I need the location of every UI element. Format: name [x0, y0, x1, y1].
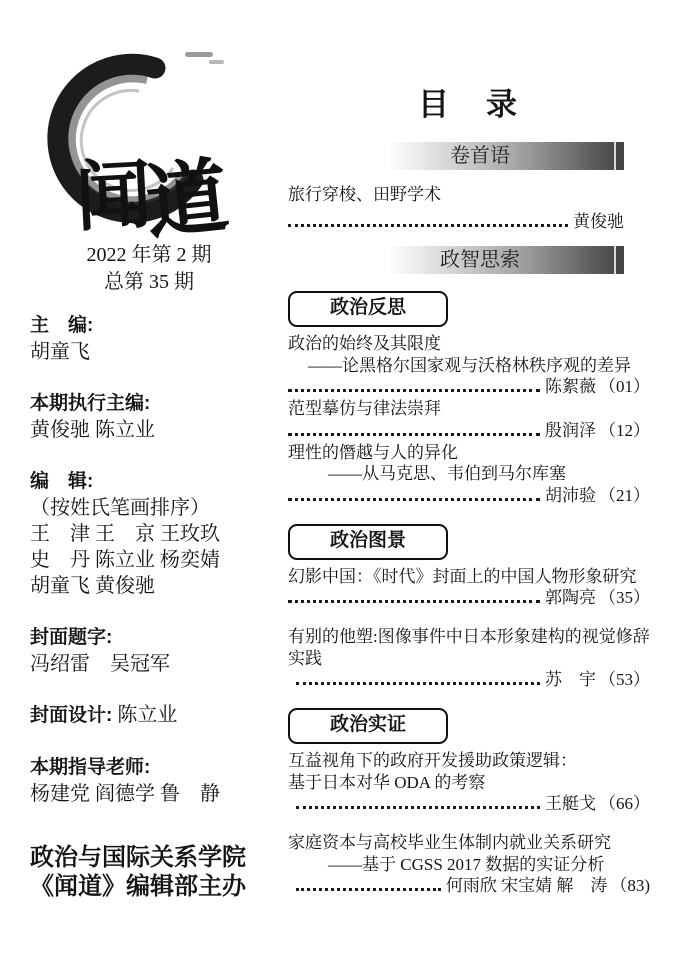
issue-number: 2022 年第 2 期 — [86, 244, 212, 266]
cover-calligraphy-label: 封面题字: — [30, 627, 113, 648]
article-author: 陈絮薇 — [545, 377, 596, 396]
leader-row — [288, 376, 650, 398]
journal-logo — [30, 48, 248, 242]
cover-calligraphy-names: 冯绍雷 吴冠军 — [30, 653, 170, 675]
page-number: （21） — [599, 485, 650, 505]
page-number: （35） — [599, 588, 650, 607]
page-number: （66） — [599, 794, 650, 813]
toc-entry — [288, 626, 650, 691]
toc-entry — [288, 566, 650, 610]
article-author: 黄俊驰 — [573, 212, 624, 231]
dot-leader — [288, 600, 540, 603]
editors-label: 编 辑: — [30, 471, 94, 492]
banner-label: 卷首语 — [450, 145, 510, 167]
dot-leader — [288, 498, 540, 501]
editors-sort-note: （按姓氏笔画排序） — [30, 497, 210, 519]
advisors-label: 本期指导老师: — [30, 757, 151, 778]
logo-char-wen: 闻 — [73, 153, 154, 241]
editors-block — [30, 468, 268, 599]
editors-row: 史 丹 陈立业 杨奕婧 — [30, 549, 220, 571]
dot-leader — [288, 389, 540, 392]
publisher-line: 《闻道》编辑部主办 — [30, 873, 246, 900]
dot-leader — [288, 224, 568, 227]
section-box-imagery: 政治图景 — [288, 524, 448, 560]
section-box-empirical: 政治实证 — [288, 708, 448, 744]
leader-row — [288, 485, 650, 507]
leader-row — [288, 420, 650, 442]
dot-leader — [296, 806, 540, 809]
article-author: 何雨欣 宋宝婧 解 涛 — [445, 876, 608, 895]
preface-article-title: 旅行穿梭、田野学术 — [288, 185, 441, 204]
executive-editor-label: 本期执行主编: — [30, 393, 151, 414]
leader-row — [288, 875, 650, 897]
leader-row — [288, 793, 650, 815]
section-banner-preface — [388, 142, 614, 170]
toc-column — [288, 83, 650, 897]
executive-editor-block — [30, 390, 268, 443]
article-author: 王艇戈 — [545, 794, 596, 813]
toc-entry — [288, 750, 650, 815]
article-title: 范型摹仿与律法崇拜 — [288, 399, 441, 418]
chief-editor-name: 胡童飞 — [30, 341, 90, 363]
volume-number: 总第 35 期 — [104, 271, 194, 293]
article-subtitle: 基于日本对华 ODA 的考察 — [288, 772, 486, 792]
section-banner-thoughts — [388, 246, 614, 274]
article-title: 政治的始终及其限度 — [288, 334, 441, 353]
leader-row — [288, 669, 650, 691]
article-author: 苏 宇 — [545, 670, 596, 689]
publisher — [30, 843, 268, 901]
logo-char-dao: 道 — [141, 150, 233, 244]
chief-editor-block — [30, 312, 268, 365]
article-author: 郭陶亮 — [545, 588, 596, 607]
section-box-reflection: 政治反思 — [288, 291, 448, 327]
cover-design-name: 陈立业 — [117, 704, 178, 726]
chief-editor-label: 主 编: — [30, 315, 94, 336]
page-title: 目 录 — [418, 87, 520, 122]
editors-row: 王 津 王 京 王玫玖 — [30, 523, 220, 545]
page-number: （83) — [610, 876, 650, 895]
article-title: 理性的僭越与人的异化 — [288, 442, 458, 462]
dot-leader — [296, 888, 441, 891]
toc-entry — [288, 333, 650, 398]
advisors-block — [30, 754, 268, 807]
cover-design-block — [30, 702, 268, 729]
issue-info — [30, 242, 268, 296]
toc-entry — [288, 442, 650, 507]
left-column — [30, 48, 268, 901]
publisher-line: 政治与国际关系学院 — [30, 844, 246, 871]
ink-splatter — [185, 52, 213, 57]
article-author: 殷润泽 — [545, 420, 596, 440]
page-number: （12） — [599, 420, 650, 440]
advisors-names: 杨建党 阎德学 鲁 静 — [30, 783, 220, 805]
toc-entry — [288, 832, 650, 897]
preface-leader-row — [288, 211, 650, 233]
cover-calligraphy-block — [30, 624, 268, 677]
masthead — [30, 312, 268, 901]
leader-row — [288, 587, 650, 609]
executive-editor-names: 黄俊驰 陈立业 — [30, 419, 155, 441]
article-title: 互益视角下的政府开发援助政策逻辑： — [288, 751, 577, 770]
editors-row: 胡童飞 黄俊驰 — [30, 575, 155, 597]
page-number: （53） — [599, 670, 650, 689]
dot-leader — [288, 433, 540, 436]
article-subtitle: ——从马克思、韦伯到马尔库塞 — [328, 464, 566, 483]
banner-label: 政智思索 — [440, 249, 520, 271]
enso-ink-circle-icon — [30, 48, 248, 244]
article-subtitle: ——基于 CGSS 2017 数据的实证分析 — [328, 854, 605, 874]
article-title: 有别的他塑:图像事件中日本形象建构的视觉修辞实践 — [288, 627, 650, 668]
article-title: 幻影中国：《时代》封面上的中国人物形象研究 — [288, 566, 637, 586]
article-title: 家庭资本与高校毕业生体制内就业关系研究 — [288, 833, 611, 852]
article-author: 胡沛验 — [545, 485, 596, 505]
ink-splatter — [209, 60, 224, 64]
dot-leader — [296, 682, 540, 685]
cover-design-label: 封面设计: — [30, 705, 113, 726]
page-number: （01） — [599, 377, 650, 396]
article-subtitle: ——论黑格尔国家观与沃格林秩序观的差异 — [308, 355, 631, 375]
toc-entry — [288, 398, 650, 442]
